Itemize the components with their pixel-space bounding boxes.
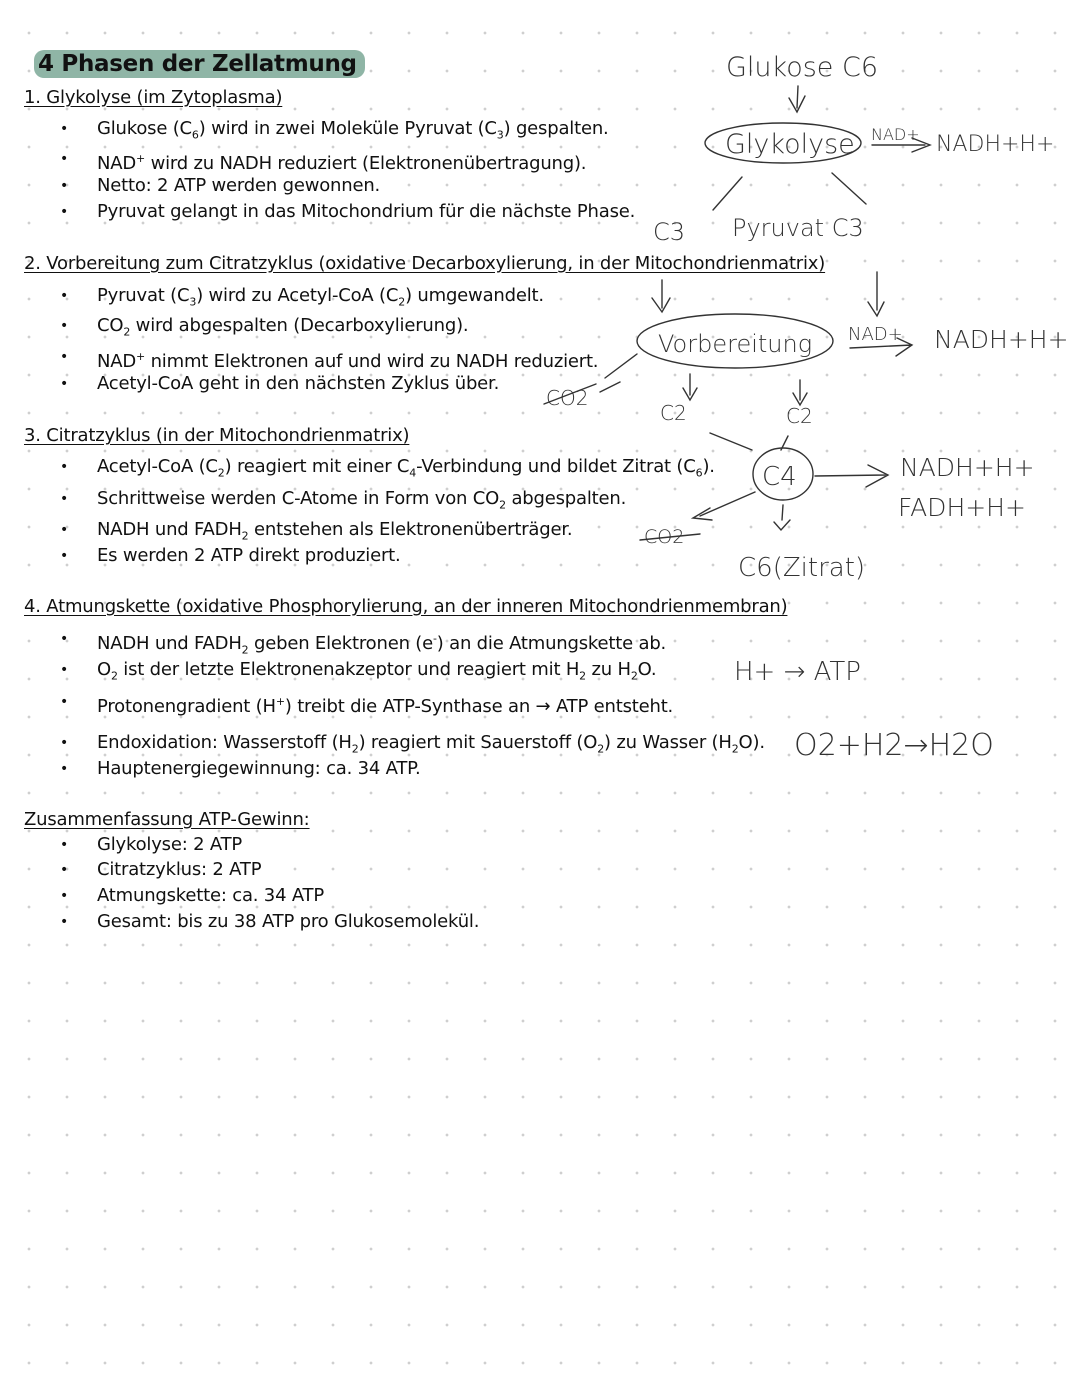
text-segment: CO: [97, 315, 124, 336]
strikethrough: [640, 534, 700, 540]
section-heading: 1. Glykolyse (im Zytoplasma): [24, 87, 283, 108]
text-segment: Hauptenergiegewinnung: ca. 34 ATP.: [97, 758, 421, 779]
text-segment: nimmt Elektronen auf und wird zu NADH reduziert.: [145, 351, 599, 372]
bullet-item: [97, 455, 715, 486]
text-segment: ) reagiert mit einer C: [224, 456, 410, 477]
text-segment: -Verbindung und bildet Zitrat (C: [416, 456, 696, 477]
bullet-item: [97, 487, 626, 518]
branch-lines: [713, 173, 866, 210]
text-segment: Glukose (C: [97, 118, 192, 139]
text-segment: Acetyl-CoA geht in den nächsten Zyklus über.: [97, 373, 500, 394]
arrow-icon: [815, 465, 888, 487]
text-segment: ) wird in zwei Moleküle Pyruvat (C: [198, 118, 497, 139]
bullet-item: [97, 345, 598, 374]
bullet-item: [97, 147, 586, 176]
text-segment: 2: [241, 643, 249, 657]
text-segment: 2: [123, 325, 131, 339]
bullet-item: [97, 658, 656, 689]
bullet-item: [97, 910, 479, 934]
annotation-glykolyse: Glykolyse: [725, 129, 855, 160]
text-segment: 2: [110, 669, 118, 683]
text-segment: NAD: [97, 153, 137, 174]
annotation-c2-a: C2: [660, 401, 687, 425]
text-segment: ist der letzte Elektronenakzeptor und reagiert mit H: [117, 659, 580, 680]
bullet-item: [97, 117, 609, 148]
text-segment: ) umgewandelt.: [405, 285, 544, 306]
text-segment: wird abgespalten (Decarboxylierung).: [130, 315, 469, 336]
text-segment: O.: [637, 659, 657, 680]
bullet-item: [97, 858, 261, 882]
bullet-item: [97, 757, 421, 781]
bullet-item: [97, 833, 242, 857]
bullet-item: [97, 284, 544, 315]
annotation-pyruvat: Pyruvat C3: [732, 214, 864, 242]
annotation-vorbereitung: Vorbereitung: [658, 330, 813, 358]
text-segment: NAD: [97, 351, 137, 372]
text-segment: geben Elektronen (e: [248, 633, 433, 654]
text-segment: 2: [731, 742, 739, 756]
text-segment: Schrittweise werden C-Atome in Form von CO: [97, 488, 500, 509]
bullet-item: [97, 690, 673, 719]
text-segment: ) zu Wasser (H: [604, 732, 732, 753]
ellipse-c4: [753, 448, 813, 500]
text-segment: 2: [579, 669, 586, 683]
arrow-icon: [652, 272, 884, 316]
text-segment: Netto: 2 ATP werden gewonnen.: [97, 175, 381, 196]
text-segment: Glykolyse: 2 ATP: [97, 834, 243, 855]
section-heading: Zusammenfassung ATP-Gewinn:: [24, 809, 310, 830]
annotation-co2-a: CO2: [546, 386, 589, 410]
text-segment: ) reagiert mit Sauerstoff (O: [358, 732, 598, 753]
text-segment: ) treibt die ATP-Synthase an → ATP entsteht.: [284, 696, 674, 717]
text-segment: Gesamt: bis zu 38 ATP pro Glukosemolekül.: [97, 911, 480, 932]
text-segment: Es werden 2 ATP direkt produziert.: [97, 545, 401, 566]
annotation-nadh-2: NADH+H+: [934, 325, 1069, 354]
text-segment: Atmungskette: ca. 34 ATP: [97, 885, 325, 906]
bullet-item: [97, 314, 468, 345]
arrow-icon: [872, 138, 930, 152]
annotation-c6: C6(Zitrat): [738, 553, 866, 583]
text-segment: +: [275, 695, 285, 708]
annotation-equation: O2+H2→H2O: [794, 728, 994, 763]
text-segment: NADH und FADH: [97, 633, 242, 654]
text-segment: 2: [630, 669, 638, 683]
text-segment: ) wird zu Acetyl-CoA (C: [196, 285, 399, 306]
section-heading: 4. Atmungskette (oxidative Phosphorylierung, an der inneren Mitochondrienmembran): [24, 596, 788, 617]
text-segment: -: [433, 632, 437, 645]
page-title: 4 Phasen der Zellatmung: [34, 50, 365, 78]
text-segment: 2: [241, 529, 249, 543]
text-segment: wird zu NADH reduziert (Elektronenübertragung).: [145, 153, 587, 174]
text-segment: 2: [597, 742, 604, 756]
annotation-c4: C4: [762, 462, 797, 492]
text-segment: 2: [398, 295, 406, 309]
text-segment: Pyruvat (C: [97, 285, 190, 306]
annotation-co2-b: CO2: [644, 526, 685, 548]
text-segment: 2: [351, 742, 359, 756]
text-segment: 2: [499, 498, 506, 512]
arrow-icon: [789, 86, 805, 112]
text-segment: Protonengradient (H: [97, 696, 276, 717]
text-segment: Citratzyklus: 2 ATP: [97, 859, 262, 880]
text-segment: ).: [702, 456, 715, 477]
text-segment: zu H: [585, 659, 631, 680]
annotation-fadh: FADH+H+: [898, 493, 1026, 522]
annotation-nadh-1: NADH+H+: [936, 132, 1055, 157]
annotation-c2-b: C2: [786, 404, 813, 428]
section-heading: 2. Vorbereitung zum Citratzyklus (oxidative Decarboxylierung, in der Mitochondrienmatrix): [24, 253, 826, 274]
bullet-item: [97, 200, 635, 224]
arrow-icon: [683, 374, 807, 405]
text-segment: 2: [217, 466, 225, 480]
bullet-item: [97, 372, 499, 396]
text-segment: ) an die Atmungskette ab.: [436, 633, 667, 654]
annotation-c3: C3: [653, 218, 686, 246]
text-segment: 6: [695, 466, 703, 480]
bullet-item: [97, 544, 401, 568]
section-heading: 3. Citratzyklus (in der Mitochondrienmatrix): [24, 425, 410, 446]
annotation-nad-1: NAD+: [871, 125, 920, 144]
annotation-glukose: Glukose C6: [726, 52, 879, 83]
arrow-icon: [693, 492, 790, 530]
text-segment: 6: [191, 128, 199, 142]
strikethrough: [544, 384, 596, 404]
text-segment: O).: [738, 732, 765, 753]
ellipse-glykolyse: [705, 123, 861, 163]
text-segment: 3: [189, 295, 197, 309]
text-segment: NADH und FADH: [97, 519, 242, 540]
bullet-item: [97, 884, 324, 908]
text-segment: abgespalten.: [505, 488, 627, 509]
text-segment: Endoxidation: Wasserstoff (H: [97, 732, 352, 753]
annotation-nadh-3: NADH+H+: [900, 453, 1035, 482]
text-segment: O: [97, 659, 111, 680]
bullet-item: [97, 174, 380, 198]
annotation-nad-2: NAD+: [848, 324, 903, 345]
arrow-icon: [600, 354, 637, 392]
arrow-icon: [850, 338, 912, 356]
text-segment: 3: [496, 128, 504, 142]
text-segment: ) gespalten.: [503, 118, 609, 139]
branch-lines: [710, 433, 788, 450]
text-segment: Pyruvat gelangt in das Mitochondrium für die nächste Phase.: [97, 201, 636, 222]
text-segment: 4: [409, 466, 417, 480]
text-segment: +: [136, 350, 146, 363]
ellipse-vorbereitung: [637, 314, 833, 368]
text-segment: entstehen als Elektronenüberträger.: [248, 519, 573, 540]
text-segment: Acetyl-CoA (C: [97, 456, 218, 477]
text-segment: +: [136, 152, 146, 165]
annotation-h-atp: H+ → ATP: [734, 657, 861, 687]
